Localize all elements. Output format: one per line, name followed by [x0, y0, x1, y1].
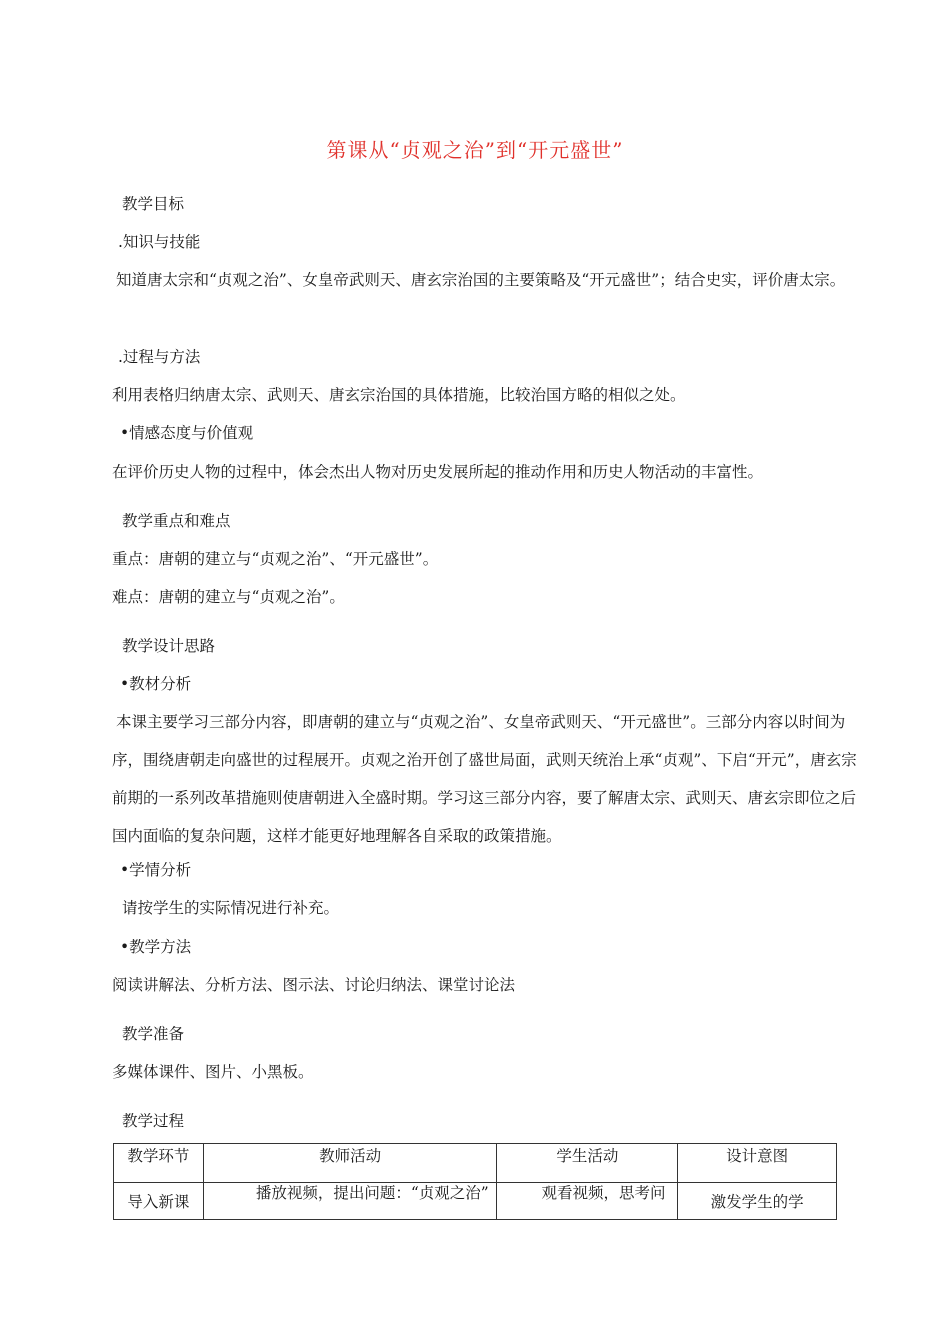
- student-text: 请按学生的实际情况进行补充。: [122, 899, 340, 917]
- knowledge-label: .知识与技能: [118, 233, 201, 251]
- teaching-process-table: [113, 1143, 837, 1220]
- column-header: 设计意图: [678, 1144, 837, 1183]
- table-cell: [203, 1183, 497, 1220]
- preparation-heading: 教学准备: [122, 1025, 185, 1043]
- column-header: 学生活动: [497, 1144, 678, 1183]
- material-label: •教材分析: [120, 675, 192, 693]
- method-label: •教学方法: [120, 938, 192, 956]
- table-cell: [497, 1183, 678, 1220]
- table-header-row: [114, 1144, 837, 1183]
- teacher-activity-text: 播放视频，提出问题：“贞观之治”: [255, 1184, 489, 1202]
- method-text: 阅读讲解法、分析方法、图示法、讨论归纳法、课堂讨论法: [112, 976, 516, 994]
- difficulty-text: 难点：唐朝的建立与“贞观之治”。: [112, 588, 345, 606]
- preparation-text: 多媒体课件、图片、小黑板。: [112, 1063, 314, 1081]
- column-header: 教学环节: [114, 1144, 204, 1183]
- emotion-text: 在评价历史人物的过程中，体会杰出人物对历史发展所起的推动作用和历史人物活动的丰富性。: [112, 463, 764, 481]
- column-header: 教师活动: [203, 1144, 497, 1183]
- table-cell: 导入新课: [114, 1183, 204, 1220]
- process-text: 利用表格归纳唐太宗、武则天、唐玄宗治国的具体措施，比较治国方略的相似之处。: [112, 386, 686, 404]
- student-label: •学情分析: [120, 861, 192, 879]
- table-row: [114, 1183, 837, 1220]
- objectives-heading: 教学目标: [122, 195, 185, 213]
- emotion-label: •情感态度与价值观: [120, 424, 254, 442]
- material-text: 本课主要学习三部分内容，即唐朝的建立与“贞观之治”、女皇帝武则天、“开元盛世”。三部分内容以时间为序，围绕唐朝走向盛世的过程展开。贞观之治开创了盛世局面，武则天统治上承“贞观”、下启“开元”，唐玄宗前期的一系列改革措施则使唐朝进入全盛时期。学习这三部分内容，要了解唐太宗、武则天、唐玄宗即位之后国内面临的复杂问题，这样才能更好地理解各自采取的政策措施。: [112, 713, 857, 845]
- design-heading: 教学设计思路: [122, 637, 216, 655]
- student-activity-text: 观看视频，思考问: [541, 1184, 666, 1202]
- focus-text: 重点：唐朝的建立与“贞观之治”、“开元盛世”。: [112, 550, 439, 568]
- table-cell: 激发学生的学: [678, 1183, 837, 1220]
- key-points-heading: 教学重点和难点: [122, 512, 231, 530]
- document-title: 第课从“贞观之治”到“开元盛世”: [326, 138, 624, 162]
- knowledge-text: 知道唐太宗和“贞观之治”、女皇帝武则天、唐玄宗治国的主要策略及“开元盛世”；结合史实，评价唐太宗。: [116, 271, 846, 289]
- process-heading: 教学过程: [122, 1112, 185, 1130]
- process-label: .过程与方法: [118, 348, 201, 366]
